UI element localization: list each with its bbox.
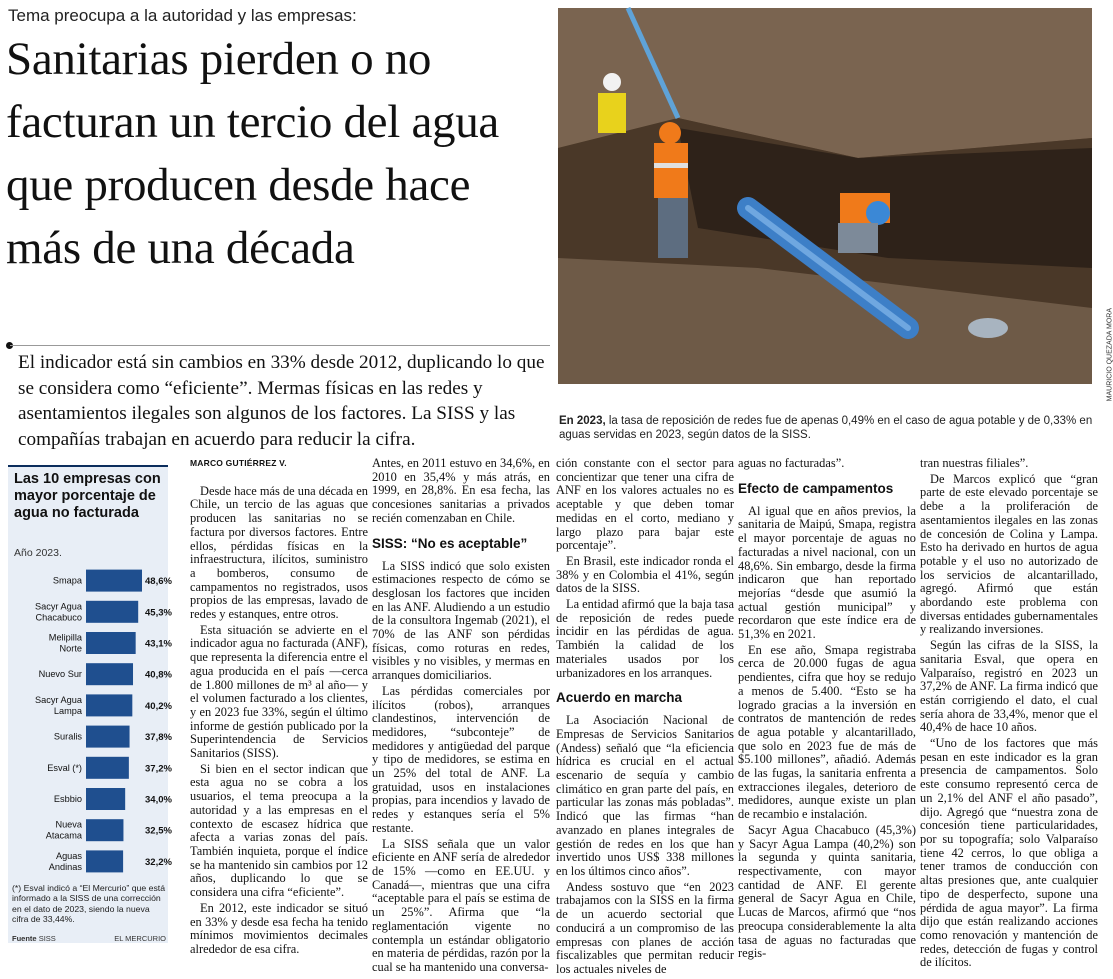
bar (86, 850, 123, 872)
bar (86, 757, 129, 779)
category-label: Esval (*) (47, 762, 82, 773)
category-label: Sacyr Agua Lampa (35, 694, 82, 716)
bar (86, 601, 138, 623)
paragraph: La Asociación Nacional de Empresas de Servicios Sanitarios (Andess) señaló que “la eficiencia hídrica es crucial en el actual escenario de sequía y cambio climático en gran parte del país, en particular las zonas más pobladas”. Indicó que las firmas “han avanzado en planes integrales de gestión de redes en los que han invertido unos US$ 338 millones en los últimos cinco años”. (556, 713, 734, 878)
paragraph: aguas no facturadas”. (738, 456, 845, 470)
category-label: Nueva Atacama (45, 819, 82, 841)
subhead-acuerdo: Acuerdo en marcha (556, 690, 683, 706)
subhead-campamentos: Efecto de campamentos (738, 480, 894, 496)
column-2 (372, 457, 550, 977)
paragraph: Esta situación se advierte en el indicador agua no facturada (ANF), que representa la diferencia entre el agua producida en el país —cerca de 1.800 millones de m³ al año— y el volumen facturado a los clientes, y en 2023 fue 33%, según el último informe de gestión publicado por la Superintendencia de Servicios Sanitarios (SISS). (190, 622, 368, 761)
paragraph: La SISS señala que un valor eficiente en ANF sería de alrededor de 15% —como en EE.UU. y Canadá—, mientras que una cifra “aceptable para el país se estima de un 25%”. Afirma que “la reglamentación vigente no contempla un estándar obligatorio en materia de pérdidas, razón por la cual se ha mantenido una conversa- (372, 836, 550, 974)
caption-lead: En 2023, (559, 415, 606, 427)
bar (86, 819, 123, 841)
paragraph: Si bien en el sector indican que esta agua no se cobra a los usuarios, el tema preocupa a la autoridad y a las empresas en el contexto de escasez hídrica que afecta a varias zonas del país. También inquieta, porque el índice se ha mantenido sin cambios por 12 años, duplicando lo que se considera una cifra “eficiente”. (190, 761, 368, 900)
paragraph: En Brasil, este indicador ronda el 38% y en Colombia el 41%, según datos de la SISS. (556, 553, 734, 596)
news-photo (558, 8, 1113, 402)
paragraph: En 2012, este indicador se situó en 33% y desde esa fecha ha tenido mínimos movimientos decimales alrededor de esa cifra. (190, 900, 368, 956)
paragraph: Antes, en 2011 estuvo en 34,6%, en 2010 en 35,4% y más atrás, en 1999, en 28,8%. En esa fecha, las concesiones sanitarias a privados recién comenzaban en Chile. (372, 456, 550, 525)
trench-workers-photo (558, 8, 1092, 384)
category-label: Melipilla Norte (48, 632, 82, 654)
chart-subtitle: Año 2023. (14, 547, 62, 559)
paragraph: La SISS indicó que solo existen estimaciones respecto de cómo se desglosan los factores que inciden en las ANF. Aludiendo a un estudio de la consultora Ingemab (2021), el 70% de las ANF son pérdidas físicas, como roturas en redes, visibles y no visibles, y mermas en arranques domiciliarios. (372, 558, 550, 683)
paragraph: En ese año, Smapa registraba cerca de 20.000 fugas de agua pendientes, cifra que hoy se redujo a menos de 5.400. “Esto se ha logrado gracias a la inversión en contratos de mantención de redes de agua potable y alcantarillado, que solo en 2023 fue de más de $5.100 millones”, añadió. Además de las fugas, la sanitaria enfrenta a extracciones ilegales, deterioro de medidores, aunque existe un plan de recambio e instalación. (738, 642, 916, 822)
kicker: Tema preocupa a la autoridad y las empresas: (8, 6, 357, 25)
bar (86, 632, 136, 654)
paragraph: Sacyr Agua Chacabuco (45,3%) y Sacyr Agua Lampa (40,2%) son la segunda y quinta sanitaria, respectivamente, con mayor cantidad de ANF. El gerente general de Sacyr Agua en Chile, Lucas de Marcos, afirmó que “nos preocupa considerablemente la alta tasa de aguas no facturadas que regis- (738, 822, 916, 961)
value-label: 45,3% (145, 607, 172, 619)
bar (86, 663, 133, 685)
paragraph: Las pérdidas comerciales por ilícitos (robos), arranques clandestinos, intervención de medidores, “subconteje” de medidores y antigüedad del parque y tipo de medidores, se estima en un 25% del total de ANF. La gratuidad, usos en instalaciones propias, para incendios y lavado de redes y estanques sería el 5% restante. (372, 683, 550, 835)
bar-chart (8, 565, 172, 877)
chart-footer (12, 934, 166, 943)
chart-title: Las 10 empresas con mayor porcentaje de agua no facturada (14, 471, 161, 521)
value-label: 34,0% (145, 794, 172, 806)
column-3 (556, 457, 734, 979)
bar (86, 570, 142, 592)
photo-caption (559, 414, 1093, 442)
paragraph: De Marcos explicó que “gran parte de este elevado porcentaje se debe a la proliferación de asentamientos ilegales en las zonas de concesión de Colina y Lampa. Esto ha derivado en hurtos de agua potable y el uso no autorizado de los servicios de alcantarillado, agregó. Afirmó que están abordando este problema con diversas entidades gubernamentales y realizando inversiones. (920, 471, 1098, 637)
headline: Sanitarias pierden o no facturan un tercio del agua que producen desde hace más de una década (6, 33, 499, 274)
paragraph: La entidad afirmó que la baja tasa de reposición de redes puede incidir en las pérdidas de agua. También la calidad de los materiales usados por los urbanizadores en los arranques. (556, 597, 734, 680)
value-label: 40,2% (145, 700, 172, 712)
paragraph: Según las cifras de la SISS, la sanitaria Esval, que opera en Valparaíso, registró en 2023 un 37,2% de ANF. La firma indicó que están corrigiendo el dato, el cual sería ahora de 33,4%, menor que el 40,4% de hace 10 años. (920, 638, 1098, 735)
category-label: Aguas Andinas (48, 850, 82, 872)
value-label: 32,5% (145, 825, 172, 837)
paragraph: Andess sostuvo que “en 2023 trabajamos con la SISS en la firma de un acuerdo sectorial que conducirá a un compromiso de las empresas con planes de acción fiscalizables que permitan reducir los actuales niveles de (556, 879, 734, 976)
paragraph: tran nuestras filiales”. (920, 456, 1029, 470)
byline: MARCO GUTIÉRREZ V. (190, 458, 287, 468)
photo-credit: MAURICIO QUEZADA MORA (1106, 308, 1113, 402)
value-label: 32,2% (145, 856, 172, 868)
chart-note: (*) Esval indicó a “El Mercurio” que está informado a la SISS de una corrección en el dato de 2023, siendo la nueva cifra de 33,44%. (12, 883, 166, 925)
chart-source: Fuente SISS (12, 934, 56, 943)
column-5 (920, 457, 1098, 972)
paragraph: “Uno de los factores que más pesan en este indicador es la gran presencia de campamentos. Solo este consumo representó cerca de un 2,1% del ANF el año pasado”, dijo. Agregó que “nuestra zona de concesión tiene particularidades, por su topografía; solo Valparaíso tiene 42 cerros, lo que obliga a tener tramos de conducción con altas presiones que, ante cualquier tipo de desperfecto, supone una pérdida de agua mayor”. La firma dijo que están realizando acciones como renovación y mantención de redes, detección de fugas y control de ilícitos. (920, 736, 1098, 970)
caption-text: la tasa de reposición de redes fue de apenas 0,49% en el caso de agua potable y de 0,33% en aguas servidas en 2023, según datos de la SISS. (559, 415, 1093, 441)
category-label: Sacyr Agua Chacabuco (35, 601, 82, 623)
subhead-siss: SISS: “No es aceptable” (372, 535, 528, 551)
chart-box (8, 465, 172, 943)
bar (86, 694, 132, 716)
column-1 (190, 457, 368, 959)
column-4 (738, 457, 916, 963)
lead-divider (10, 345, 550, 346)
value-label: 43,1% (145, 638, 172, 650)
category-label: Esbbio (53, 794, 82, 804)
paragraph: Al igual que en años previos, la sanitaria de Maipú, Smapa, registra el mayor porcentaje de aguas no facturadas a nivel nacional, con un 48,6%. Sin embargo, desde la firma indicaron que han reportado mejorías “desde que asumió la actual gestión municipal” y recordaron que este índice era de 51,3% en 2021. (738, 503, 916, 642)
value-label: 37,2% (145, 763, 172, 775)
value-label: 48,6% (145, 576, 172, 588)
value-label: 40,8% (145, 669, 172, 681)
value-label: 37,8% (145, 732, 172, 744)
deck: El indicador está sin cambios en 33% desde 2012, duplicando lo que se considera como “eficiente”. Mermas físicas en las redes y asentamientos ilegales son algunos de los factores. La SISS y las compañías trabajan en acuerdo para reducir la cifra. (18, 352, 545, 450)
publisher-label: EL MERCURIO (114, 934, 166, 943)
category-label: Nuevo Sur (38, 669, 82, 680)
bar (86, 726, 130, 748)
paragraph: ción constante con el sector para concientizar que tener una cifra de ANF en los valores actuales no es aceptable y que deben tomar medidas en el corto, mediano y largo plazo para bajar este porcentaje”. (556, 456, 734, 553)
category-label: Smapa (52, 575, 82, 586)
category-label: Suralis (53, 731, 82, 742)
paragraph: Desde hace más de una década en Chile, un tercio de las aguas que producen las sanitarias no se factura por diversos factores. Entre ellos, pérdidas físicas en la infraestructura, ilícitos, suministro a bomberos, consumo de campamentos no registrados, usos propios de las empresas, lavado de redes y estanques, entre otros. (190, 483, 368, 622)
bar (86, 788, 125, 810)
